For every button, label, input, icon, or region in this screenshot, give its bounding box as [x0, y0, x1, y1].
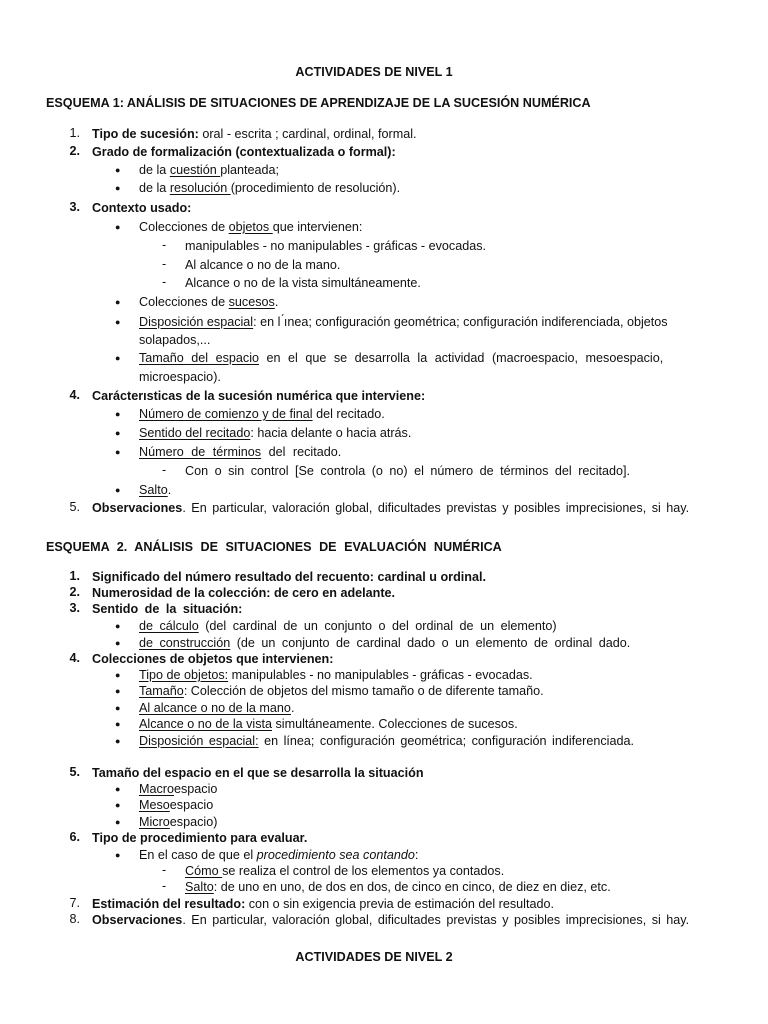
- list-item: Colecciones de objetos que intervienen:: [139, 220, 363, 234]
- bullet-icon: ●: [115, 670, 121, 680]
- list-number: 6.: [69, 830, 80, 844]
- item-heading: Tamaño del espacio en el que se desarrolla la situación: [92, 766, 424, 780]
- list-item: Tamaño del espacio en el que se desarrolla la actividad (macroespacio, mesoespacio,: [139, 351, 664, 365]
- bullet-icon: ●: [115, 817, 121, 827]
- list-item: Microespacio): [139, 815, 218, 829]
- list-item: Colecciones de sucesos.: [139, 295, 279, 309]
- list-item: Observaciones. En particular, valoración global, dificultades previstas y posibles imprecisiones, si hay.: [92, 501, 690, 515]
- list-item-continuation: microespacio).: [139, 370, 221, 384]
- item-heading: Significado del número resultado del recuento: cardinal u ordinal.: [92, 570, 486, 584]
- bullet-icon: ●: [115, 409, 121, 419]
- bullet-icon: ●: [115, 428, 121, 438]
- list-number: 3.: [69, 200, 80, 214]
- list-item: Disposición espacial: en l ́ınea; configuración geométrica; configuración indiferenciada, objetos: [139, 315, 668, 329]
- section-title-level-1: ACTIVIDADES DE NIVEL 1: [295, 65, 453, 79]
- bullet-icon: ●: [115, 800, 121, 810]
- bullet-icon: ●: [115, 165, 121, 175]
- dash-icon: -: [162, 863, 167, 877]
- list-number: 2.: [69, 144, 80, 158]
- list-item: [92, 126, 417, 142]
- bullet-icon: ●: [115, 638, 121, 648]
- esquema-2-title: ESQUEMA 2. ANÁLISIS DE SITUACIONES DE EVALUACIÓN NUMÉRICA: [46, 540, 502, 554]
- list-item: En el caso de que el procedimiento sea contando:: [139, 848, 419, 862]
- item-heading: Tipo de procedimiento para evaluar.: [92, 831, 308, 845]
- list-number: 1.: [69, 569, 80, 583]
- list-item: Salto.: [139, 483, 172, 497]
- list-number: 1.: [69, 126, 80, 140]
- list-number: 5.: [69, 500, 80, 514]
- dash-icon: -: [162, 238, 167, 252]
- item-heading: Colecciones de objetos que intervienen:: [92, 652, 334, 666]
- list-number: 3.: [69, 601, 80, 615]
- list-item: de la resolución (procedimiento de resolución).: [139, 181, 401, 195]
- bullet-icon: ●: [115, 485, 121, 495]
- dash-icon: -: [162, 463, 167, 477]
- list-number: 5.: [69, 765, 80, 779]
- bullet-icon: ●: [115, 317, 121, 327]
- bullet-icon: ●: [115, 784, 121, 794]
- item-heading: Numerosidad de la colección: de cero en adelante.: [92, 586, 396, 600]
- section-title-level-2: ACTIVIDADES DE NIVEL 2: [295, 950, 453, 964]
- bullet-icon: ●: [115, 297, 121, 307]
- item-heading: Tipo de sucesión:: [92, 127, 199, 141]
- list-number: 4.: [69, 651, 80, 665]
- sub-item: Cómo se realiza el control de los elementos ya contados.: [185, 864, 505, 878]
- bullet-icon: ●: [115, 719, 121, 729]
- sub-item: Alcance o no de la vista simultáneamente.: [185, 276, 421, 290]
- list-item: Disposición espacial: en línea; configuración geométrica; configuración indiferenciada.: [139, 734, 634, 748]
- bullet-icon: ●: [115, 686, 121, 696]
- item-heading: Grado de formalización (contextualizada o formal):: [92, 145, 396, 159]
- dash-icon: -: [162, 879, 167, 893]
- list-item: Alcance o no de la vista simultáneamente. Colecciones de sucesos.: [139, 717, 518, 731]
- bullet-icon: ●: [115, 222, 121, 232]
- list-item: Tamaño: Colección de objetos del mismo tamaño o de diferente tamaño.: [139, 684, 544, 698]
- sub-item: Salto: de uno en uno, de dos en dos, de cinco en cinco, de diez en diez, etc.: [185, 880, 611, 894]
- esquema-1-title: ESQUEMA 1: ANÁLISIS DE SITUACIONES DE APRENDIZAJE DE LA SUCESIÓN NUMÉRICA: [46, 96, 591, 110]
- list-item: de cálculo (del cardinal de un conjunto o del ordinal de un elemento): [139, 619, 557, 633]
- list-item: Macroespacio: [139, 782, 218, 796]
- list-number: 8.: [69, 912, 80, 926]
- list-item: Número de comienzo y de final del recitado.: [139, 407, 385, 421]
- bullet-icon: ●: [115, 183, 121, 193]
- list-item: Mesoespacio: [139, 798, 214, 812]
- list-item: Tipo de objetos: manipulables - no manipulables - gráficas - evocadas.: [139, 668, 533, 682]
- sub-item: manipulables - no manipulables - gráficas - evocadas.: [185, 239, 487, 253]
- bullet-icon: ●: [115, 850, 121, 860]
- list-item: Al alcance o no de la mano.: [139, 701, 295, 715]
- bullet-icon: ●: [115, 621, 121, 631]
- item-heading: Sentido de la situación:: [92, 602, 243, 616]
- dash-icon: -: [162, 275, 167, 289]
- list-number: 4.: [69, 388, 80, 402]
- dash-icon: -: [162, 257, 167, 271]
- bullet-icon: ●: [115, 447, 121, 457]
- bullet-icon: ●: [115, 353, 121, 363]
- item-heading: Carácterısticas de la sucesión numérica que interviene:: [92, 389, 426, 403]
- list-item: de construcción (de un conjunto de cardinal dado o un elemento de ordinal dado.: [139, 636, 631, 650]
- list-item: de la cuestión planteada;: [139, 163, 280, 177]
- list-item: Sentido del recitado: hacia delante o hacia atrás.: [139, 426, 412, 440]
- sub-item: Con o sin control [Se controla (o no) el número de términos del recitado].: [185, 464, 631, 478]
- item-text: oral - escrita ; cardinal, ordinal, formal.: [198, 127, 417, 141]
- bullet-icon: ●: [115, 703, 121, 713]
- list-item: Observaciones. En particular, valoración global, dificultades previstas y posibles imprecisiones, si hay.: [92, 913, 690, 927]
- item-heading: Contexto usado:: [92, 201, 192, 215]
- list-item: Número de términos del recitado.: [139, 445, 342, 459]
- list-item-continuation: solapados,...: [139, 333, 211, 347]
- sub-item: Al alcance o no de la mano.: [185, 258, 341, 272]
- list-number: 7.: [69, 896, 80, 910]
- list-item: Estimación del resultado: con o sin exigencia previa de estimación del resultado.: [92, 897, 554, 911]
- list-number: 2.: [69, 585, 80, 599]
- bullet-icon: ●: [115, 736, 121, 746]
